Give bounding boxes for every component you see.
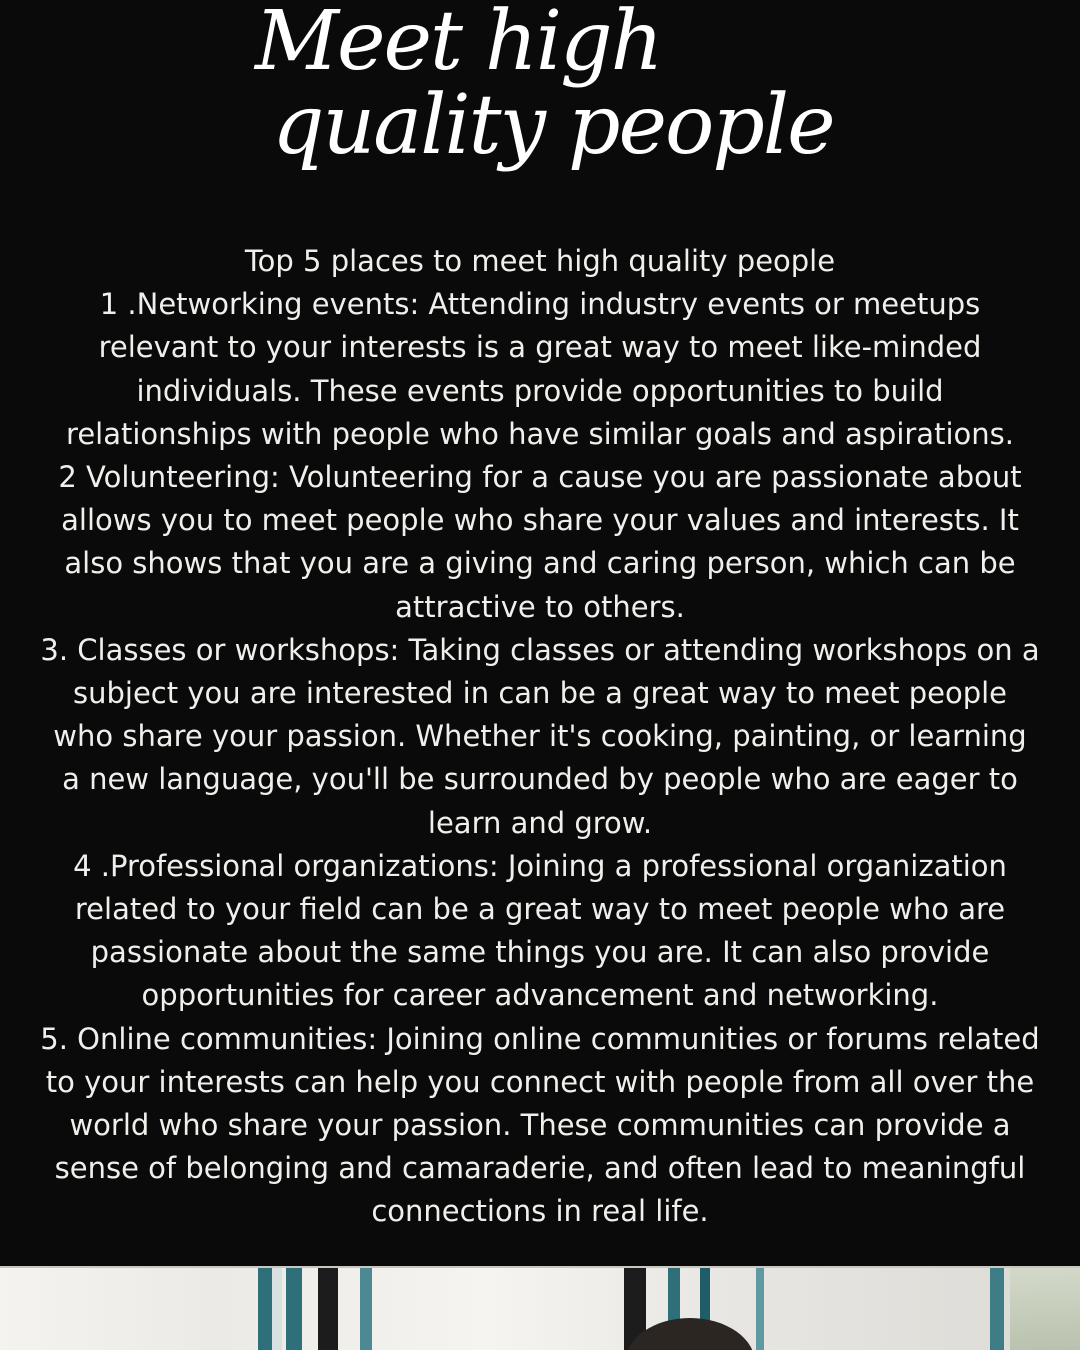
window-frame — [272, 1268, 282, 1350]
window-frame — [360, 1268, 372, 1350]
plant — [1010, 1268, 1080, 1350]
list-item: 5. Online communities: Joining online communities or forums related to your interests can help you connect with people from all over the world who share your passion. These communities can provide a sense of belonging and camaraderie, and often lead to meaningful connections in real life. — [40, 1021, 1040, 1229]
article-body — [40, 240, 1040, 1234]
list-heading: Top 5 places to meet high quality people — [244, 244, 836, 278]
window-frame — [990, 1268, 1004, 1350]
title-line-1: Meet high — [255, 0, 662, 89]
window-frame — [258, 1268, 272, 1350]
window-frame — [286, 1268, 302, 1350]
window-frame — [756, 1268, 764, 1350]
bottom-photo — [0, 1266, 1080, 1350]
poster-title — [0, 0, 1080, 200]
title-line-2: quality people — [272, 78, 834, 173]
list-item: 3. Classes or workshops: Taking classes or attending workshops on a subject you are interested in can be a great way to meet people who share your passion. Whether it's cooking, painting, or learning a new language, you'll be surrounded by people who are eager to learn and grow. — [40, 632, 1040, 840]
list-item: 1 .Networking events: Attending industry events or meetups relevant to your interests is a great way to meet like-minded individuals. These events provide opportunities to build relationships with people who have similar goals and aspirations. — [66, 287, 1014, 451]
list-item: 4 .Professional organizations: Joining a professional organization related to your field can be a great way to meet people who are passionate about the same things you are. It can also provide opportunities for career advancement and networking. — [73, 848, 1007, 1013]
window-frame — [318, 1268, 338, 1350]
list-item: 2 Volunteering: Volunteering for a cause you are passionate about allows you to meet people who share your values and interests. It also shows that you are a giving and caring person, which can be attractive to others. — [58, 460, 1022, 624]
